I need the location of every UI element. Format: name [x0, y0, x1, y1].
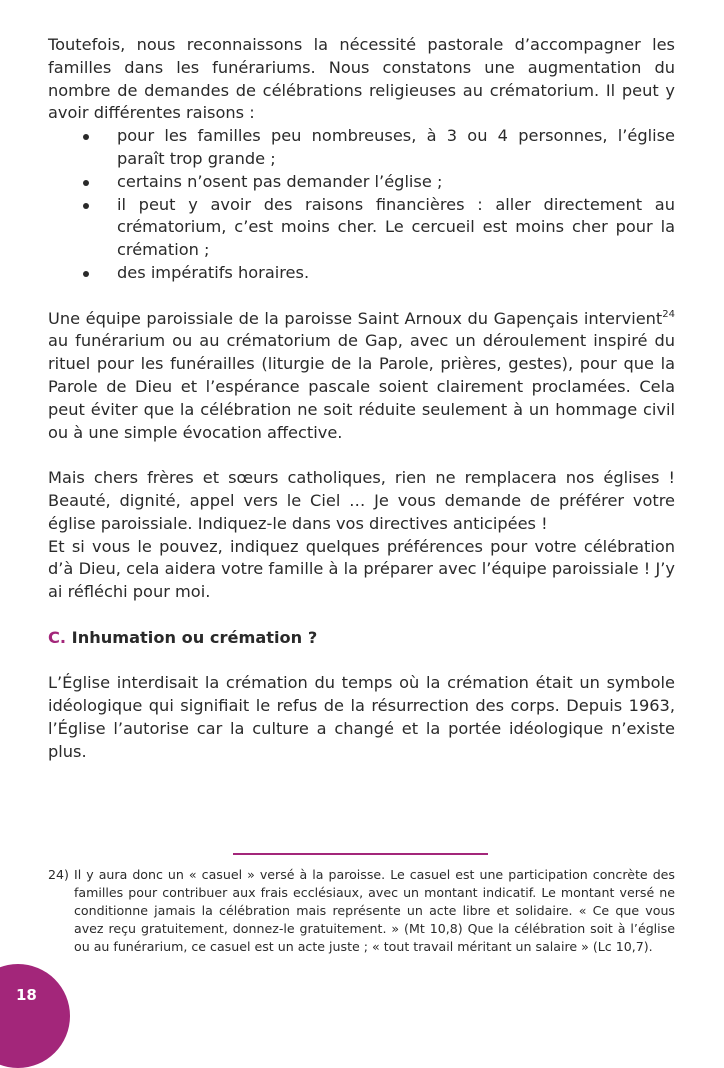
page-number: 18: [16, 986, 37, 1004]
list-item-text: il peut y avoir des raisons financières : aller directement au crématorium, c’est moins cher. Le cercueil est moins cher pour la crémation ;: [117, 194, 675, 260]
list-item-text: pour les familles peu nombreuses, à 3 ou 4 personnes, l’église paraît trop grande ;: [117, 126, 675, 168]
bullet-icon: [83, 180, 89, 186]
page-body: [48, 34, 675, 764]
list-item: [117, 125, 675, 171]
bullet-icon: [83, 271, 89, 277]
list-item: [117, 171, 675, 194]
section-heading: [48, 627, 675, 650]
preferences-paragraph: Et si vous le pouvez, indiquez quelques préférences pour votre célébration d’à Dieu, cela aidera votre famille à la préparer avec l’équipe paroissiale ! J’y ai réfléchi pour moi.: [48, 536, 675, 602]
page-number-badge: [0, 964, 70, 1068]
bullet-icon: [83, 134, 89, 140]
footnote-reference[interactable]: 24: [662, 308, 675, 320]
list-item-text: des impératifs horaires.: [117, 262, 310, 282]
footnote-divider: [233, 853, 488, 855]
appeal-paragraph: Mais chers frères et sœurs catholiques, rien ne remplacera nos églises ! Beauté, dignité, appel vers le Ciel … Je vous demande de préférer votre église paroissiale. Indiquez-le dans vos directives anticipées !: [48, 468, 675, 533]
team-text-end: au funérarium ou au crématorium de Gap, avec un déroulement inspiré du rituel pour les funérailles (liturgie de la Parole, prières, gestes), pour que la Parole de Dieu et l’espérance pascale soient clairement proclamées. Cela peut éviter que la célébration ne soit réduite seulement à un hommage civil ou à une simple évocation affective.: [48, 331, 675, 442]
reasons-list: [48, 125, 675, 285]
intro-paragraph: Toutefois, nous reconnaissons la nécessité pastorale d’accompagner les familles dans les funérariums. Nous constatons une augmentation du nombre de demandes de célébrations religieuses au crématorium. Il peut y avoir différentes raisons :: [48, 35, 675, 123]
footnote-text: Il y aura donc un « casuel » versé à la paroisse. Le casuel est une participation concrète des familles pour contribuer aux frais ecclésiaux, avec un montant indicatif. Le montant versé ne conditionne jamais la célébration mais représente un acte libre et solidaire. « Ce que vous avez reçu gratuitement, donnez-le gratuitement. » (Mt 10,8) Que la célébration soit à l’église ou au funérarium, ce casuel est un acte juste ; « tout travail méritant un salaire » (Lc 10,7).: [74, 867, 675, 954]
cremation-paragraph: L’Église interdisait la crémation du temps où la crémation était un symbole idéologique qui signifiait le refus de la résurrection des corps. Depuis 1963, l’Église l’autorise car la culture a changé et la portée idéologique n’existe plus.: [48, 673, 675, 761]
section-title: Inhumation ou crémation ?: [71, 627, 318, 647]
footnote: [48, 866, 675, 956]
section-letter: C.: [48, 627, 67, 647]
bullet-icon: [83, 203, 89, 209]
list-item: [117, 194, 675, 262]
footnote-number: 24): [48, 867, 69, 882]
team-text-start: Une équipe paroissiale de la paroisse Saint Arnoux du Gapençais intervient: [48, 308, 663, 328]
list-item-text: certains n’osent pas demander l’église ;: [117, 171, 443, 191]
team-paragraph: [48, 308, 675, 445]
list-item: [117, 262, 675, 285]
